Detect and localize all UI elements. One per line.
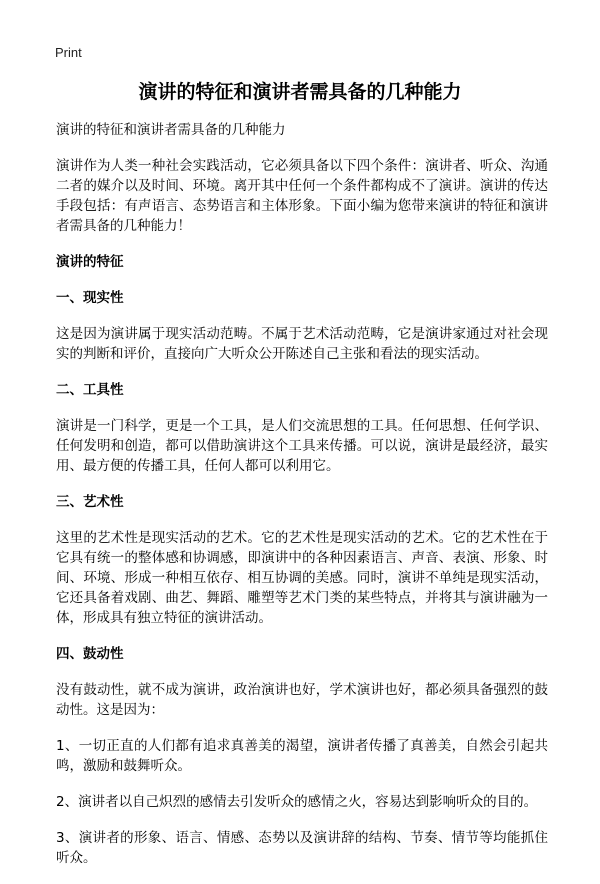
feature-text-art: 这里的艺术性是现实活动的艺术。它的艺术性是现实活动的艺术。它的艺术性在于它具有统一的整体感和协调感，即演讲中的各种因素语言、声音、表演、形象、时间、环境、形成一种相互依存、相互协调的美感。同时，演讲不单纯是现实活动，它还具备着戏剧、曲艺、舞蹈、雕塑等艺术门类的某些特点，并将其与演讲融为一体，形成具有独立特征的演讲活动。 xyxy=(56,530,548,626)
page-title: 演讲的特征和演讲者需具备的几种能力 xyxy=(138,81,462,103)
reason-item: 3、演讲者的形象、语言、情感、态势以及演讲辞的结构、节奏、情节等均能抓住听众。 xyxy=(56,830,548,866)
feature-text-reality: 这是因为演讲属于现实活动范畴。不属于艺术活动范畴，它是演讲家通过对社会现实的判断和评价，直接向广大听众公开陈述自己主张和看法的现实活动。 xyxy=(56,326,548,362)
reason-item: 1、一切正直的人们都有追求真善美的渴望，演讲者传播了真善美，自然会引起共鸣，激励和鼓舞听众。 xyxy=(56,738,548,774)
feature-heading-reality: 一、现实性 xyxy=(56,290,124,306)
article-subtitle: 演讲的特征和演讲者需具备的几种能力 xyxy=(56,122,286,138)
article-body xyxy=(56,120,548,884)
feature-text-tool: 演讲是一门科学，更是一个工具，是人们交流思想的工具。任何思想、任何学识、任何发明和创造，都可以借助演讲这个工具来传播。可以说，演讲是最经济，最实用、最方便的传播工具，任何人都可以利用它。 xyxy=(56,418,548,474)
feature-heading-art: 三、艺术性 xyxy=(56,494,124,510)
feature-heading-agitation: 四、鼓动性 xyxy=(56,646,124,662)
reason-item: 2、演讲者以自己炽烈的感情去引发听众的感情之火，容易达到影响听众的目的。 xyxy=(56,794,538,810)
feature-text-agitation: 没有鼓动性，就不成为演讲，政治演讲也好，学术演讲也好，都必须具备强烈的鼓动性。这是因为： xyxy=(56,682,548,718)
intro-paragraph: 演讲作为人类一种社会实践活动，它必须具备以下四个条件：演讲者、听众、沟通二者的媒介以及时间、环境。离开其中任何一个条件都构成不了演讲。演讲的传达手段包括：有声语言、态势语言和主体形象。下面小编为您带来演讲的特征和演讲者需具备的几种能力！ xyxy=(56,158,548,234)
print-link[interactable]: Print xyxy=(55,45,82,60)
feature-heading-tool: 二、工具性 xyxy=(56,382,124,398)
section-heading: 演讲的特征 xyxy=(56,254,124,270)
